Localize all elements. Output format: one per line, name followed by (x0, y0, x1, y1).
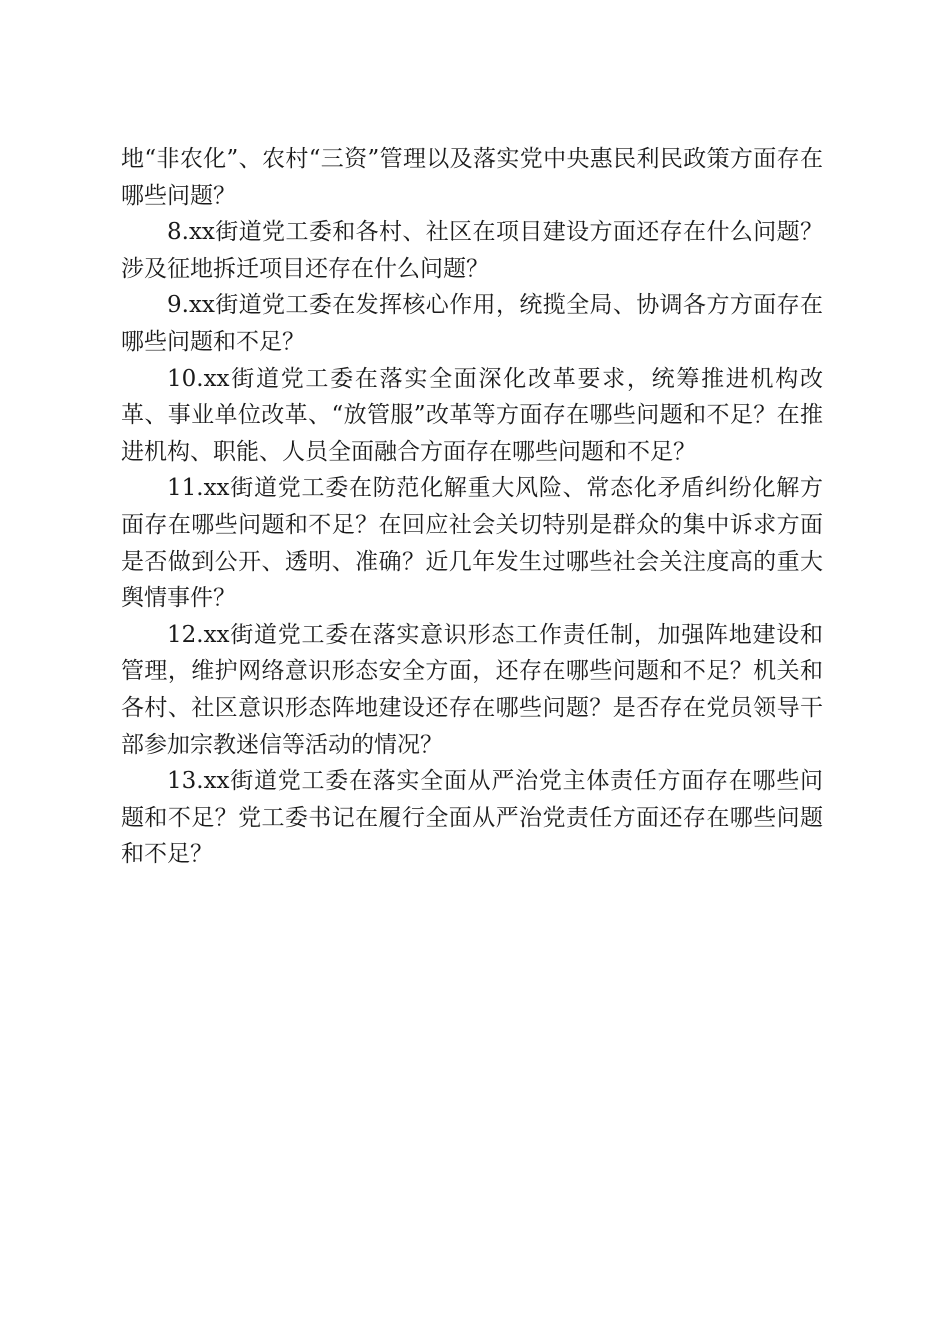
paragraph-item-13: 13.xx街道党工委在落实全面从严治党主体责任方面存在哪些问题和不足？党工委书记在履行全面从严治党责任方面还存在哪些问题和不足？ (121, 768, 823, 868)
paragraph-item-12: 12.xx街道党工委在落实意识形态工作责任制，加强阵地建设和管理，维护网络意识形态安全方面，还存在哪些问题和不足？机关和各村、社区意识形态阵地建设还存在哪些问题？是否存在党员领导干部参加宗教迷信等活动的情况？ (121, 621, 823, 758)
paragraph-continued: 地“非农化”、农村“三资”管理以及落实党中央惠民利民政策方面存在哪些问题？ (121, 146, 823, 209)
paragraph-item-9: 9.xx街道党工委在发挥核心作用，统揽全局、协调各方方面存在哪些问题和不足？ (121, 292, 823, 355)
paragraph-item-8: 8.xx街道党工委和各村、社区在项目建设方面还存在什么问题？涉及征地拆迁项目还存在什么问题？ (121, 219, 823, 282)
paragraph-item-10: 10.xx街道党工委在落实全面深化改革要求，统筹推进机构改革、事业单位改革、“放管服”改革等方面存在哪些问题和不足？在推进机构、职能、人员全面融合方面存在哪些问题和不足？ (121, 365, 823, 465)
paragraph-item-11: 11.xx街道党工委在防范化解重大风险、常态化矛盾纠纷化解方面存在哪些问题和不足？在回应社会关切特别是群众的集中诉求方面是否做到公开、透明、准确？近几年发生过哪些社会关注度高的重大舆情事件？ (121, 475, 823, 612)
document-body (121, 141, 823, 873)
